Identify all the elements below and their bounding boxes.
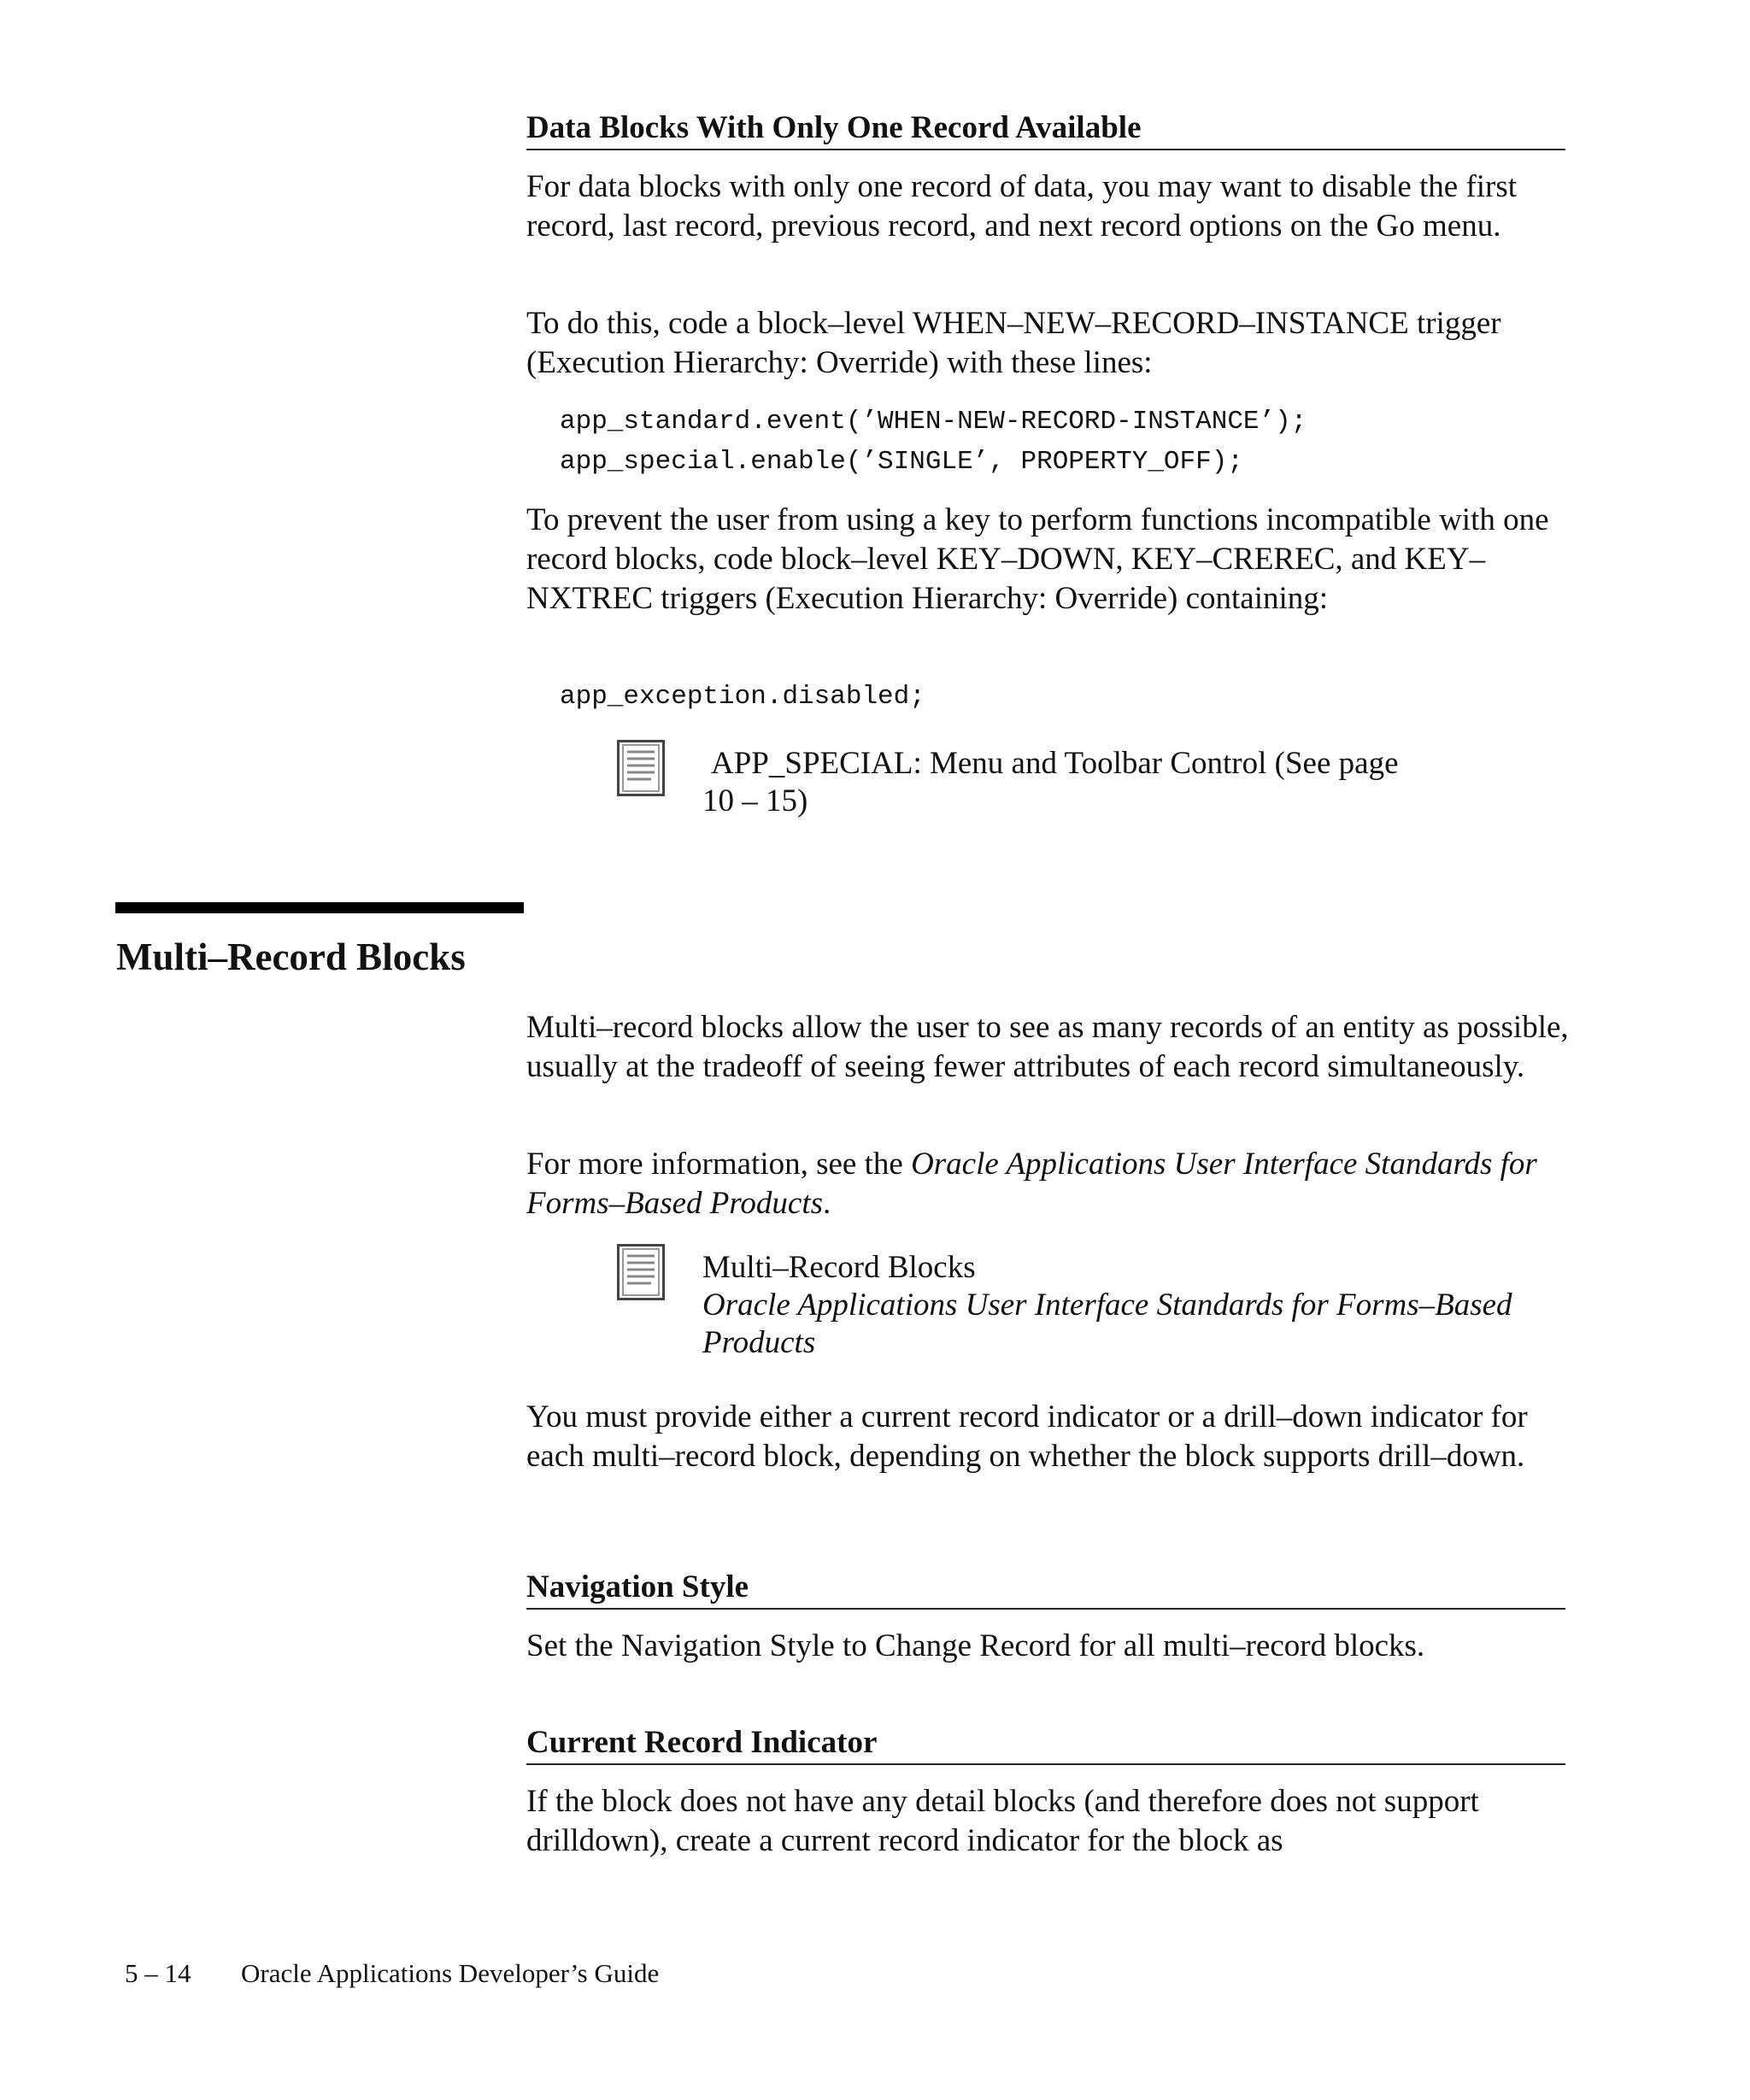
cross-reference-book: Oracle Applications User Interface Standards for Forms–Based Products bbox=[702, 1288, 1512, 1360]
paragraph: Set the Navigation Style to Change Record for all multi–record blocks. bbox=[526, 1628, 1425, 1663]
paragraph: To do this, code a block–level WHEN–NEW–RECORD–INSTANCE trigger (Execution Hierarchy: Override) with these lines: bbox=[526, 306, 1501, 380]
paragraph: To prevent the user from using a key to perform functions incompatible with one record blocks, code block–level KEY–DOWN, KEY–CREREC, and KEY–NXTREC triggers (Execution Hierarchy: Override) containing: bbox=[526, 502, 1549, 616]
subsection-heading-navigation-style: Navigation Style bbox=[526, 1569, 1565, 1610]
paragraph: If the block does not have any detail blocks (and therefore does not support drilldown), create a current record indicator for the block as bbox=[526, 1784, 1479, 1858]
cross-reference-title: Multi–Record Blocks bbox=[702, 1250, 976, 1285]
paragraph-text: For more information, see the bbox=[526, 1147, 912, 1182]
subsection-heading-one-record: Data Blocks With Only One Record Available bbox=[526, 109, 1565, 150]
section-rule bbox=[115, 902, 524, 913]
cross-reference-page: 10 – 15) bbox=[702, 783, 808, 818]
footer-book-title: Oracle Applications Developer’s Guide bbox=[241, 1958, 660, 1988]
code-block: app_standard.event(’WHEN-NEW-RECORD-INSTANCE’); app_special.enable(’SINGLE’, PROPERTY_OFF); bbox=[560, 407, 1307, 477]
cross-reference[interactable] bbox=[702, 745, 1565, 820]
cross-reference[interactable] bbox=[702, 1249, 1565, 1362]
document-reference-icon bbox=[617, 1244, 665, 1300]
paragraph: For data blocks with only one record of data, you may want to disable the first record, last record, previous record, and next record options on the Go menu. bbox=[526, 169, 1518, 243]
paragraph: Multi–record blocks allow the user to see as many records of an entity as possible, usually at the tradeoff of seeing fewer attributes of each record simultaneously. bbox=[526, 1010, 1569, 1084]
paragraph: You must provide either a current record indicator or a drill–down indicator for each multi–record block, depending on whether the block supports drill–down. bbox=[526, 1399, 1528, 1474]
paragraph bbox=[526, 1145, 1577, 1223]
section-title-multi-record: Multi–Record Blocks bbox=[116, 936, 466, 978]
subsection-heading-current-record-indicator: Current Record Indicator bbox=[526, 1724, 1565, 1765]
code-block: app_exception.disabled; bbox=[560, 682, 925, 712]
book-title-italic: Oracle Applications User Interface Standards for Forms–Based Products bbox=[526, 1147, 1537, 1221]
paragraph-text: . bbox=[823, 1186, 831, 1221]
page-number: 5 – 14 bbox=[125, 1958, 191, 1988]
cross-reference-title: APP_SPECIAL: Menu and Toolbar Control (See page bbox=[711, 746, 1399, 781]
document-reference-icon bbox=[617, 740, 665, 796]
